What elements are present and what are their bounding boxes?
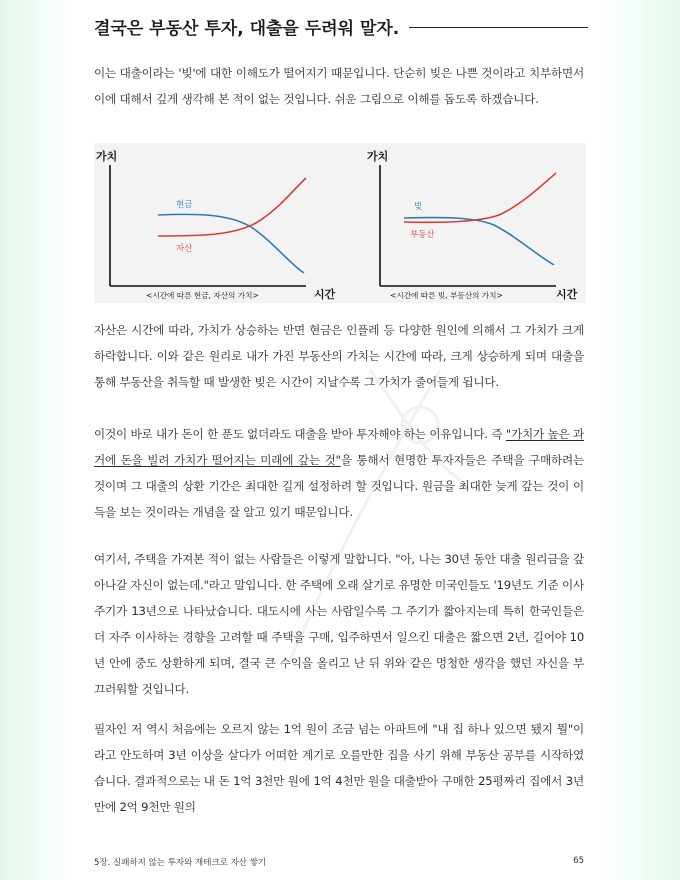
- right-realestate-line: [404, 173, 556, 222]
- intro-paragraph: 이는 대출이라는 '빚'에 대한 이해도가 떨어지기 때문입니다. 단순히 빚은 나쁜 것이라고 치부하면서 이에 대해서 깊게 생각해 본 적이 없는 것입니다. 쉬운 그림으로 이해를 돕도록 하겠습니다.: [94, 66, 584, 106]
- paragraph-why-borrow: [94, 421, 584, 525]
- right-x-label: 시간: [556, 288, 578, 301]
- left-chart: [96, 149, 336, 301]
- paragraph-assets-vs-cash: 자산은 시간에 따라, 가치가 상승하는 반면 현금은 인플레 등 다양한 원인에 의해서 그 가치가 크게 하락합니다. 이와 같은 원리로 내가 가진 부동산의 가치는 시간에 따라, 크게 상승하게 되며 대출을 통해 부동산을 취득할 때 발생한 빚은 시간이 지날수록 그 가치가 줄어들게 됩니다.: [94, 323, 584, 389]
- chapter-title: 5장. 실패하지 않는 투자와 재테크로 자산 쌓기: [94, 858, 267, 868]
- left-caption: <시간에 따른 현금, 자산의 가치>: [146, 291, 259, 300]
- heading-text: 결국은 부동산 투자, 대출을 두려워 말자.: [94, 19, 400, 39]
- right-debt-line: [404, 218, 554, 265]
- figure-svg: [94, 143, 586, 303]
- left-y-label: 가치: [96, 150, 118, 163]
- heading-rule: [409, 27, 588, 28]
- right-realestate-label: 부동산: [410, 230, 435, 240]
- left-cash-label: 현금: [176, 200, 193, 210]
- right-debt-label: 빚: [414, 202, 423, 212]
- right-chart: [367, 149, 578, 301]
- value-over-time-figure: [94, 143, 586, 303]
- left-x-label: 시간: [314, 288, 336, 301]
- paragraph-why-borrow-part2: 을 통해서 현명한 투자자들은 주택을 구매하려는 것이며 그 대출의 상환 기간은 최대한 길게 설정하려 할 것입니다. 원금을 최대한 늦게 갚는 것이 이득을 보는 것이라는 개념을 잘 알고 있기 때문입니다.: [94, 453, 584, 519]
- paragraph-why-borrow-part1: 이것이 바로 내가 돈이 한 푼도 없더라도 대출을 받아 투자해야 하는 이유입니다. 즉: [94, 427, 506, 441]
- section-heading: [94, 14, 588, 39]
- left-asset-label: 자산: [176, 244, 193, 254]
- emphasis-quote: "가치가 높은 과거에 돈을 빌려 가치가 떨어지는 미래에 갚는 것": [94, 427, 584, 467]
- paragraph-moving-cycle: 여기서, 주택을 가져본 적이 없는 사람들은 이렇게 말합니다. "아, 나는 30년 동안 대출 원리금을 갚아나갈 자신이 없는데."라고 말입니다. 한 주택에 오래 살기로 유명한 미국인들도 '19년도 기준 이사 주기가 13년으로 나타났습니다. 대도시에 사는 사람일수록 그 주기가 짧아지는데 특히 한국인들은 더 자주 이사하는 경향을 고려할 때 주택을 구매, 입주하면서 일으킨 대출은 짧으면 2년, 길어야 10년 안에 중도 상환하게 되며, 결국 큰 수익을 올리고 난 뒤 위와 같은 멍청한 생각을 했던 자신을 부끄러워할 것입니다.: [94, 552, 584, 696]
- page-number: 65: [573, 856, 584, 866]
- paragraph-author-story: 필자인 저 역시 처음에는 오르지 않는 1억 원이 조금 넘는 아파트에 "내 집 하나 있으면 됐지 뭘"이라고 안도하며 3년 이상을 살다가 어떠한 계기로 오를만한 집을 사기 위해 부동산 공부를 시작하였습니다. 결과적으로는 내 돈 1억 3천만 원에 1억 4천만 원을 대출받아 구매한 25평짜리 집에서 3년 만에 2억 9천만 원의: [94, 722, 584, 814]
- page-footer: [94, 856, 584, 868]
- right-caption: <시간에 따른 빚, 부동산의 가치>: [390, 291, 503, 300]
- right-y-label: 가치: [367, 150, 389, 163]
